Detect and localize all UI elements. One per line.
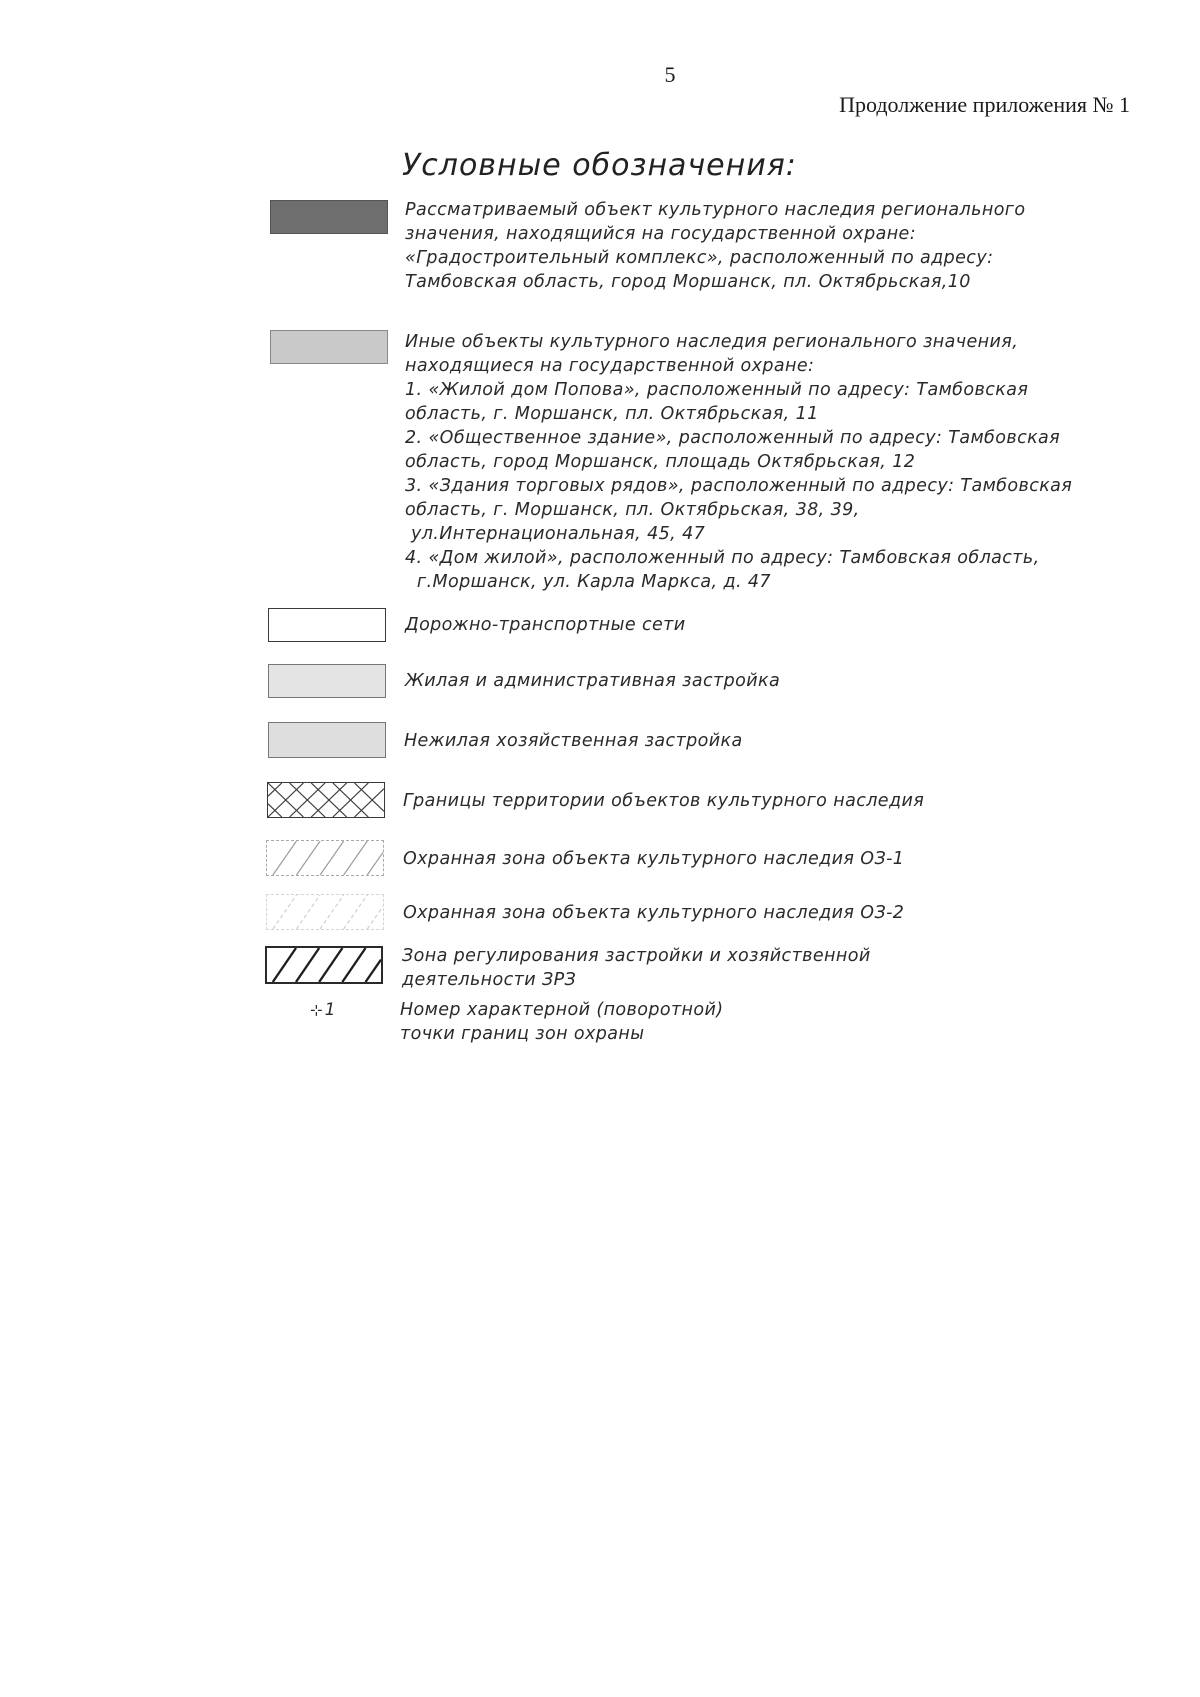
oz1-swatch (266, 840, 384, 876)
zrz-swatch (265, 946, 383, 984)
legend-text-other-objects: Иные объекты культурного наследия регионального значения, находящиеся на государственной охране: 1. «Жилой дом Попова», расположенный по адресу: Тамбовская область, г. Моршанск, пл. Октябрьская, 11 2. «Общественное здание», расположенный по адресу: Тамбовская область, город Моршанск, площадь Октябрьская, 12 3. «Здания торговых рядов», расположенный по адресу: Тамбовская область, г. Моршанск, пл. Октябрьская, 38, 39, ул.Интернациональная, 45, 47 4. «Дом жилой», расположенный по адресу: Тамбовская область, г.Моршанск, ул. Карла Маркса, д. 47 (405, 332, 1073, 592)
legend-text-territory: Границы территории объектов культурного наследия (403, 791, 925, 811)
plus-point-icon: ⊹ (310, 1001, 323, 1019)
roads-swatch (268, 608, 386, 642)
legend-text-non-residential: Нежилая хозяйственная застройка (404, 731, 743, 751)
point-marker: ⊹ 1 (310, 1000, 336, 1020)
diagonal-hatch-bold-icon (267, 948, 381, 982)
diagonal-hatch-light-icon (267, 841, 383, 875)
legend-text-roads: Дорожно-транспортные сети (405, 615, 686, 635)
legend-text-object: Рассматриваемый объект культурного наследия регионального значения, находящийся на государственной охране: «Градостроительный комплекс», расположенный по адресу: Тамбовская область, город Моршанск, пл. Октябрьская,10 (405, 200, 1026, 292)
legend-text-oz2: Охранная зона объекта культурного наследия ОЗ-2 (403, 903, 905, 923)
legend-text-residential: Жилая и административная застройка (405, 671, 781, 691)
legend-text-zrz: Зона регулирования застройки и хозяйственной деятельности ЗРЗ (402, 946, 871, 990)
legend-text-point: Номер характерной (поворотной) точки границ зон охраны (400, 1000, 724, 1044)
other-objects-swatch (270, 330, 388, 364)
legend-text-oz1: Охранная зона объекта культурного наследия ОЗ-1 (403, 849, 905, 869)
diagonal-hatch-faint-icon (267, 895, 383, 929)
appendix-note: Продолжение приложения № 1 (839, 92, 1130, 117)
legend-title: Условные обозначения: (402, 148, 797, 183)
object-swatch (270, 200, 388, 234)
oz2-swatch (266, 894, 384, 930)
territory-swatch (267, 782, 385, 818)
non-residential-swatch (268, 722, 386, 758)
crosshatch-pattern-icon (268, 783, 384, 817)
page-number: 5 (664, 62, 676, 87)
residential-swatch (268, 664, 386, 698)
